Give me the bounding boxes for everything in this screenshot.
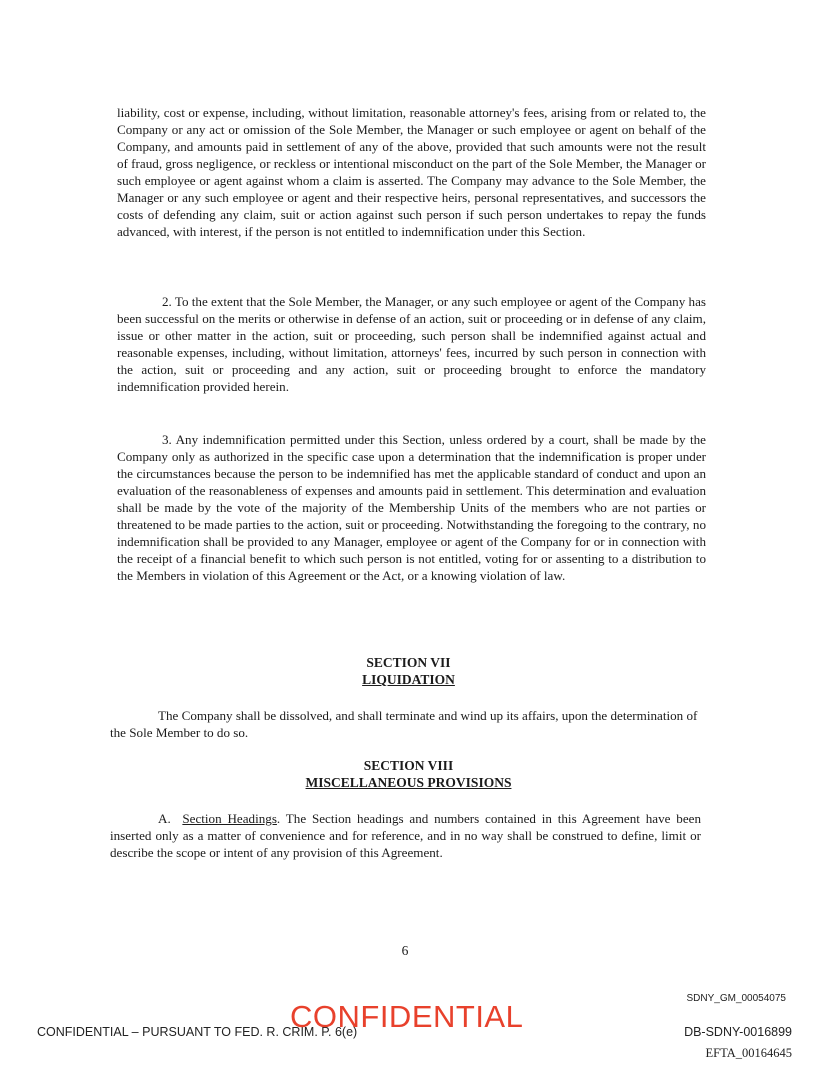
- section-8-item-a-prefix: A.: [158, 811, 171, 826]
- section-8-item-a-body: . The Section headings and numbers contained in this Agreement have been inserted only as a matter of convenience and for reference, and in no way shall be construed to define, limit or describe the scope or intent of any provision of this Agreement.: [110, 811, 701, 860]
- paragraph-2-successful-defense: 2. To the extent that the Sole Member, the Manager, or any such employee or agent of the Company has been successful on the merits or otherwise in defense of an action, suit or proceeding or in defense of any claim, issue or other matter in the action, suit or proceeding, such person shall be indemnified against actual and reasonable expenses, including, without limitation, attorneys' fees, incurred by such person in connection with the action, suit or proceeding and any action, suit or proceeding brought to enforce the mandatory indemnification provided herein.: [117, 294, 706, 394]
- section-8-number: SECTION VIII: [363, 758, 454, 773]
- section-8-title: MISCELLANEOUS PROVISIONS: [305, 775, 512, 790]
- confidential-notice: CONFIDENTIAL – PURSUANT TO FED. R. CRIM. P. 6(e): [37, 1025, 358, 1039]
- bates-sdny-gm: SDNY_GM_00054075: [686, 993, 786, 1004]
- confidential-stamp: CONFIDENTIAL: [290, 999, 524, 1034]
- section-7-number: SECTION VII: [366, 655, 451, 670]
- section-8-item-a-heading: Section Headings: [182, 811, 277, 826]
- bates-efta: EFTA_00164645: [705, 1046, 792, 1060]
- paragraph-liability: liability, cost or expense, including, without limitation, reasonable attorney's fees, arising from or related to, the Company or any act or omission of the Sole Member, the Manager or such employee or agent on behalf of the Company, and amounts paid in settlement of any of the above, provided that such amounts were not the result of fraud, gross negligence, or reckless or intentional misconduct on the part of the Sole Member, the Manager or such employee or agent against whom a claim is asserted. The Company may advance to the Sole Member, the Manager or any such employee or agent and their respective heirs, personal representatives, and successors the costs of defending any claim, suit or action against such person if such person undertakes to repay the funds advanced, with interest, if the person is not entitled to indemnification under this Section.: [117, 105, 706, 239]
- bates-db-sdny: DB-SDNY-0016899: [684, 1025, 792, 1039]
- section-8-item-a: [110, 810, 701, 861]
- page-number: 6: [401, 943, 409, 958]
- section-7-title: LIQUIDATION: [362, 672, 455, 687]
- paragraph-3-indemnification-authorization: 3. Any indemnification permitted under this Section, unless ordered by a court, shall be made by the Company only as authorized in the specific case upon a determination that the indemnification is proper under the circumstances because the person to be indemnified has met the applicable standard of conduct and upon an evaluation of the reasonableness of expenses and amounts paid in settlement. This determination and evaluation shall be made by the vote of the majority of the Membership Units of the members who are not parties or threatened to be made parties to the action, suit or proceeding. Notwithstanding the foregoing to the contrary, no indemnification shall be provided to any Manager, employee or agent of the Company for or in connection with the receipt of a financial benefit to which such person is not entitled, voting for or assenting to a distribution to the Members in violation of this Agreement or the Act, or a knowing violation of law.: [117, 432, 706, 583]
- section-7-body: The Company shall be dissolved, and shall terminate and wind up its affairs, upon the determination of the Sole Member to do so.: [110, 708, 698, 740]
